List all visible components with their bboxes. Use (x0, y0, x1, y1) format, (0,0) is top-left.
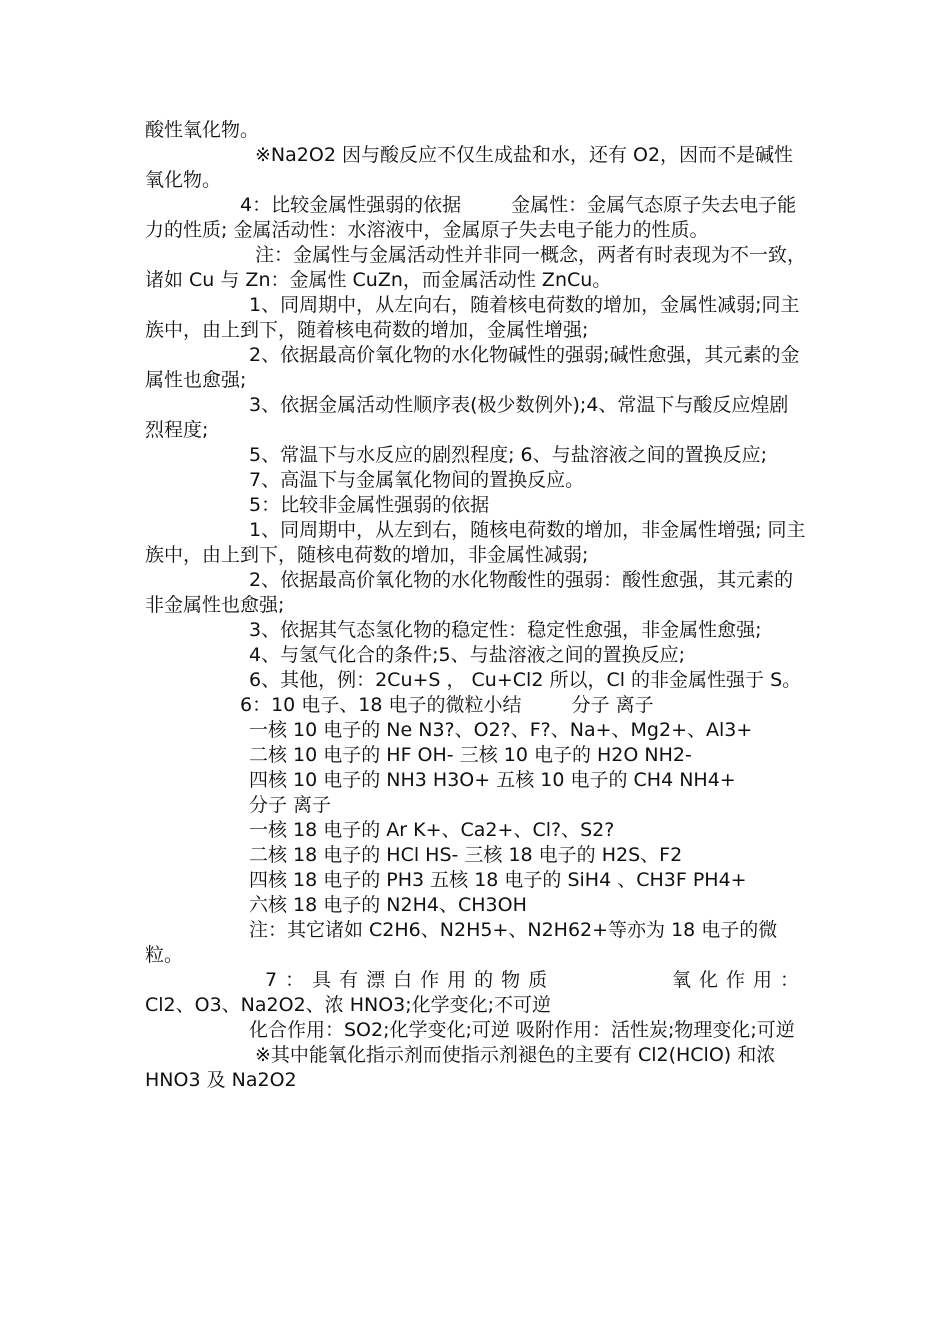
oxidation-label: 氧化作用： (671, 969, 807, 991)
text-line: 5：比较非金属性强弱的依据 (249, 494, 490, 516)
text-line: 六核 18 电子的 N2H4、CH3OH (249, 894, 527, 916)
text-line: 注：金属性与金属活动性并非同一概念，两者有时表现为不一致，诸如 Cu 与 Zn：金属性 CuZn，而金属活动性 ZnCu。 (145, 244, 807, 291)
text-line: 二核 10 电子的 HF OH- 三核 10 电子的 H2O NH2- (249, 744, 692, 766)
text-line: 化合作用：SO2;化学变化;可逆 吸附作用：活性炭;物理变化;可逆 (249, 1019, 795, 1041)
text-line: Cl2、O3、Na2O2、浓 HNO3;化学变化;不可逆 (145, 994, 552, 1016)
text-line: 四核 18 电子的 PH3 五核 18 电子的 SiH4 、CH3F PH4+ (249, 869, 747, 891)
text-line: ※其中能氧化指示剂而使指示剂褪色的主要有 Cl2(HClO) 和浓 HNO3 及 Na2O2 (145, 1044, 776, 1091)
text-line: 1、同周期中，从左向右，随着核电荷数的增加，金属性减弱;同主族中，由上到下，随着核电荷数的增加，金属性增强; (145, 294, 800, 341)
text-line: 二核 18 电子的 HCl HS- 三核 18 电子的 H2S、F2 (249, 844, 683, 866)
text-line: 注：其它诸如 C2H6、N2H5+、N2H62+等亦为 18 电子的微粒。 (145, 919, 778, 966)
text-line: 2、依据最高价氧化物的水化物酸性的强弱：酸性愈强，其元素的非金属性也愈强; (145, 569, 794, 616)
text-line: 3、依据其气态氢化物的稳定性：稳定性愈强，非金属性愈强; (249, 619, 762, 641)
text-line: 1、同周期中，从左到右，随核电荷数的增加，非金属性增强; 同主族中，由上到下，随核电荷数的增加，非金属性减弱; (145, 519, 806, 566)
document-body (145, 118, 807, 1093)
text-line: 一核 10 电子的 Ne N3?、O2?、F?、Na+、Mg2+、Al3+ (249, 719, 753, 741)
text-line: 5、常温下与水反应的剧烈程度; 6、与盐溶液之间的置换反应; (249, 444, 768, 466)
text-line: 2、依据最高价氧化物的水化物碱性的强弱;碱性愈强，其元素的金属性也愈强; (145, 344, 800, 391)
text-line: 四核 10 电子的 NH3 H3O+ 五核 10 电子的 CH4 NH4+ (249, 769, 736, 791)
text-line: 4：比较金属性强弱的依据 金属性：金属气态原子失去电子能力的性质; 金属活动性：水溶液中，金属原子失去电子能力的性质。 (145, 194, 797, 241)
text-line (145, 968, 807, 993)
text-line: 3、依据金属活动性顺序表(极少数例外);4、常温下与酸反应煌剧烈程度; (145, 394, 789, 441)
text-line: 6、其他，例：2Cu+S ， Cu+Cl2 所以，Cl 的非金属性强于 S。 (249, 669, 802, 691)
text-line: 分子 离子 (249, 794, 332, 816)
text-line: ※Na2O2 因与酸反应不仅生成盐和水，还有 O2，因而不是碱性氧化物。 (145, 144, 794, 191)
text-line: 7、高温下与金属氧化物间的置换反应。 (249, 469, 585, 491)
text-line: 酸性氧化物。 (145, 119, 260, 141)
text-line: 6：10 电子、18 电子的微粒小结 分子 离子 (240, 694, 654, 716)
text-line: 一核 18 电子的 Ar K+、Ca2+、Cl?、S2? (249, 819, 615, 841)
text-line: 4、与氢气化合的条件;5、与盐溶液之间的置换反应; (249, 644, 685, 666)
bleaching-heading: 7：具有漂白作用的物质 (265, 969, 556, 991)
